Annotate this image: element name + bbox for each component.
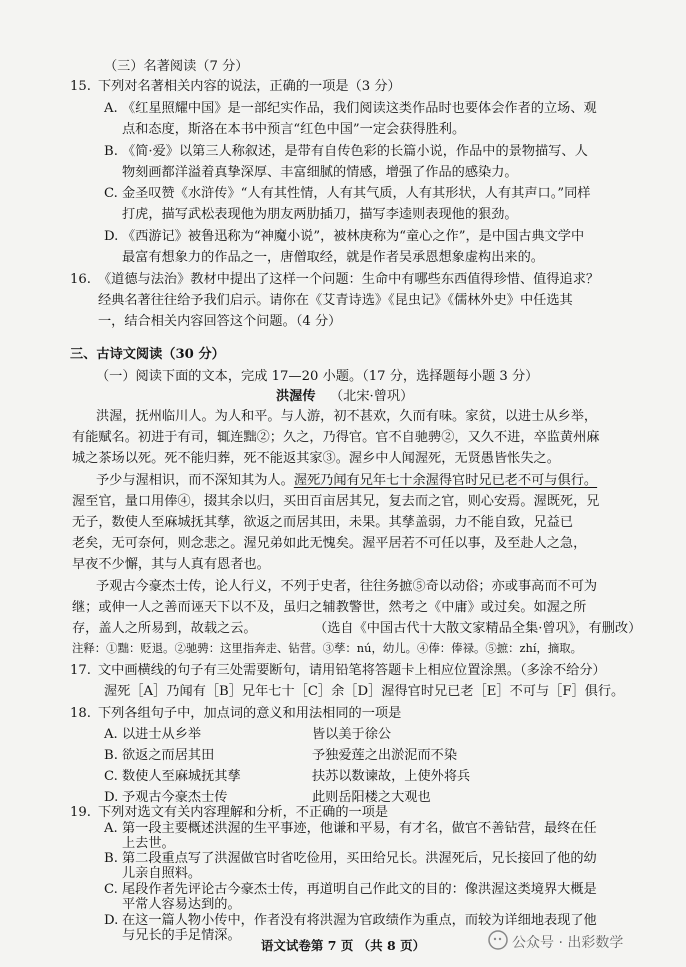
option-line: 物刻画都洋溢着真挚深厚、丰富细腻的情感，增强了作品的感染力。 [122, 165, 518, 180]
option-line: 上去世。 [122, 836, 175, 851]
passage-title: 洪渥传 [276, 389, 316, 404]
option-line: 平常人容易达到的。 [122, 897, 241, 912]
option-line: 尾段作者先评论古今豪杰士传，再道明自己作此文的目的：像洪渥这类境界大概是 [122, 882, 597, 897]
question-stem: 下列各组句子中，加点词的意义和用法相同的一项是 [98, 706, 402, 721]
option-key: D. [104, 913, 119, 928]
option-key: C. [104, 186, 118, 201]
pair-left: 予观古今豪杰士传 [122, 790, 228, 805]
pair-right: 此则岳阳楼之大观也 [312, 790, 431, 805]
option-line: 最富有想象力的作品之一，唐僧取经，就是作者吴承恩想象虚构出来的。 [122, 250, 544, 265]
option-key: B. [104, 748, 118, 763]
option-key: B. [104, 851, 118, 866]
passage-notes: 注释：①黜：贬退。②驰骋：这里指奔走、钻营。③孳：nú，幼儿。④俸：俸禄。⑤摭：zhí，摘取。 [72, 641, 583, 655]
question-stem: 下列对名著相关内容的说法，正确的一项是（3 分） [98, 79, 401, 94]
pair-right: 皆以美于徐公 [312, 727, 392, 742]
passage-text: 存，盖人之所易到，故载之云。 [72, 621, 257, 636]
question-line: 《道德与法治》教材中提出了这样一个问题：生命中有哪些东西值得珍惜、值得追求？ [98, 272, 600, 287]
option-line: 在这一篇人物小传中，作者没有将洪渥为官政绩作为重点，而较为详细地表现了他 [122, 913, 597, 928]
passage-line: 有能赋名。初进于有司，辄连黜②；久之，乃得官。官不自驰骋②，又久不进，卒监黄州麻 [72, 430, 600, 445]
passage-line: 洪渥，抚州临川人。为人和平。与人游，初不甚欢，久而有味。家贫，以进士从乡举， [96, 409, 598, 424]
watermark: 公众号 · 出彩数学 [512, 935, 624, 951]
passage-line: 早夜不少懈，其与人真有恩者也。 [72, 557, 270, 572]
option-key: D. [104, 229, 119, 244]
passage-text: 予少与渥相识，而不深知其为人。 [96, 473, 294, 488]
section-header: （三）名著阅读（7 分） [104, 59, 249, 74]
passage-line: 渥至官，量口用俸④，掇其余以归，买田百亩居其兄，复去而之官，则心安焉。渥既死，兄 [72, 494, 600, 509]
question-number: 19. [70, 805, 91, 820]
option-line: 《红星照耀中国》是一部纪实作品，我们阅读这类作品时也要体会作者的立场、观 [122, 101, 597, 116]
option-line: 《西游记》被鲁迅称为“神魔小说”，被林庚称为“童心之作”，是中国古典文学中 [122, 229, 585, 244]
part-subheader: （一）阅读下面的文本，完成 17—20 小题。（17 分，选择题每小题 3 分） [96, 369, 539, 384]
passage-source: （选自《中国古代十大散文家精品全集·曾巩》，有删改） [320, 621, 642, 636]
option-key: A. [104, 727, 118, 742]
option-line: 第二段重点写了洪渥做官时省吃俭用，买田给兄长。洪渥死后，兄长接回了他的幼 [122, 851, 597, 866]
passage-line: 继；或伸一人之善而诬天下以不及，虽归之辅教警世，然考之《中庸》或过矣。如渥之所 [72, 600, 587, 615]
passage-line: 城之茶场以死。死不能归葬，死不能返其家③。渥乡中人闻渥死，无贤愚皆怅失之。 [72, 451, 560, 466]
question-number: 15. [70, 79, 91, 94]
question-number: 18. [70, 706, 91, 721]
question-number: 17. [70, 663, 91, 678]
option-line: 第一段主要概述洪渥的生平事迹，他谦和平易，有才名，做官不善钻营，最终在任 [122, 821, 597, 836]
option-line: 打虎，描写武松表现他为朋友两肋插刀，描写李逵则表现他的狠劲。 [122, 207, 518, 222]
question-line: 渥死［A］乃闻有［B］兄年七十［C］余［D］渥得官时兄已老［E］不可与［F］俱行。 [104, 684, 625, 699]
option-key: C. [104, 769, 118, 784]
question-stem: 下列对选文有关内容理解和分析，不正确的一项是 [98, 805, 389, 820]
option-line: 《简·爱》以第三人称叙述，是带有自传色彩的长篇小说，作品中的景物描写、人 [122, 144, 588, 159]
pair-left: 欲返之而居其田 [122, 748, 215, 763]
passage-line: 老矣，无可奈何，则念悲之。渥兄弟如此无愧矣。渥平居若不可任以事，及至赴人之急， [72, 536, 587, 551]
pair-right: 予独爱莲之出淤泥而不染 [312, 748, 458, 763]
question-stem: 文中画横线的句子有三处需要断句，请用铅笔将答题卡上相应位置涂黑。（多涂不给分） [98, 663, 606, 678]
question-line: 经典名著往往给予我们启示。请你在《艾青诗选》《昆虫记》《儒林外史》中任选其 [98, 293, 573, 308]
passage-author: （北宋·曾巩） [330, 389, 414, 404]
passage-line: 予观古今豪杰士传，论人行义，不列于史者，往往务摭⑤奇以动俗；亦或事高而不可为 [96, 579, 598, 594]
passage-line [72, 622, 641, 635]
passage-line: 无子，数使人至麻城抚其孳，欲返之而居其田，未果。其孳盖弱，力不能自致，兄益已 [72, 515, 574, 530]
option-key: C. [104, 882, 118, 897]
option-key: D. [104, 790, 119, 805]
option-key: A. [104, 101, 118, 116]
question-number: 16. [70, 272, 91, 287]
option-line: 儿亲自照料。 [122, 866, 202, 881]
option-key: B. [104, 144, 118, 159]
option-line: 与兄长的手足情深。 [122, 928, 241, 943]
pair-left: 数使人至麻城抚其孳 [122, 769, 241, 784]
part-header: 三、古诗文阅读（30 分） [70, 347, 225, 362]
pair-right: 扶苏以数谏故，上使外将兵 [312, 769, 471, 784]
pair-left: 以进士从乡举 [122, 727, 202, 742]
page-footer: 语文试卷第 7 页 （共 8 页） [260, 938, 426, 953]
passage-line [96, 474, 597, 487]
option-key: A. [104, 821, 118, 836]
option-line: 金圣叹赞《水浒传》“人有其性情，人有其气质，人有其形状，人有其声口。”同样 [122, 186, 591, 201]
wechat-icon [488, 930, 508, 950]
underlined-sentence: 渥死乃闻有兄年七十余渥得官时兄已老不可与俱行。 [293, 473, 598, 488]
question-line: 一，结合相关内容回答这个问题。（4 分） [98, 314, 342, 329]
option-line: 点和态度，斯洛在本书中预言“红色中国”一定会获得胜利。 [122, 122, 466, 137]
